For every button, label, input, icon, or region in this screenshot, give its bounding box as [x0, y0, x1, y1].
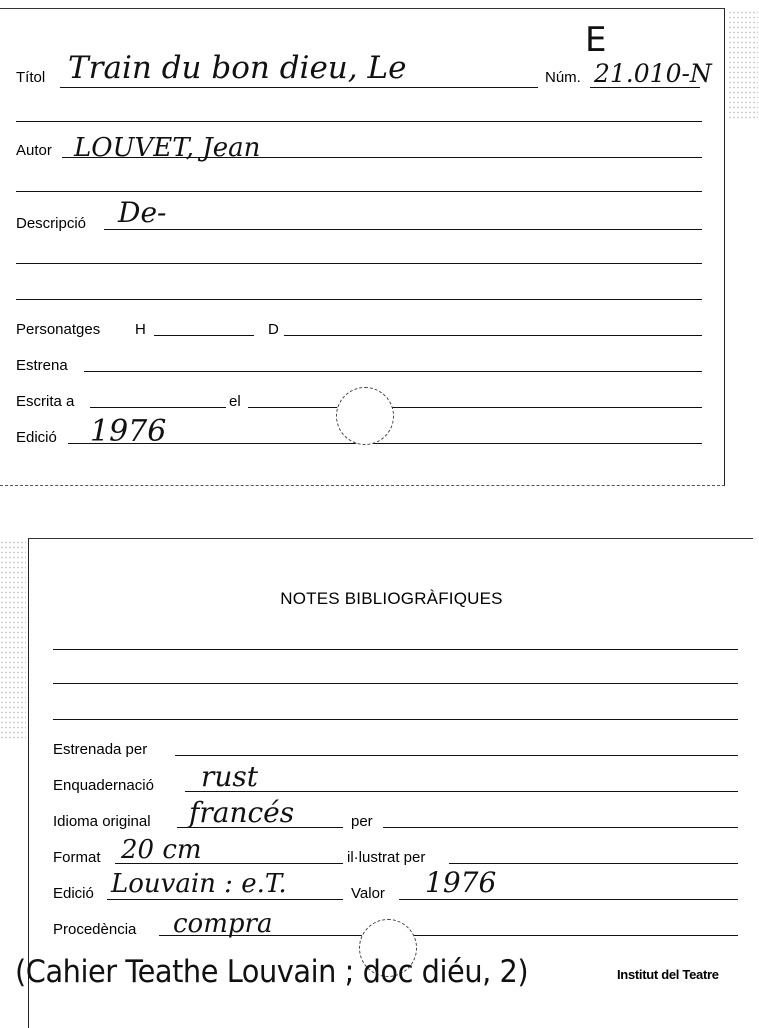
num-value: 21.010-N	[594, 59, 712, 88]
personatges-h-line	[154, 335, 254, 336]
edicio-label: Edició	[16, 429, 57, 446]
format-label: Format	[53, 849, 101, 866]
descripcio-line-3	[16, 299, 702, 300]
idioma-per-label: per	[351, 813, 373, 830]
estrena-label: Estrena	[16, 357, 68, 374]
scan-speckle-top-right	[728, 10, 758, 120]
corner-mark: E	[585, 20, 607, 60]
escrita-el-label: el	[229, 393, 241, 410]
enquadernacio-value: rust	[201, 760, 259, 793]
edicio2-label: Edició	[53, 885, 94, 902]
format-illustrat-label: il·lustrat per	[347, 849, 426, 866]
valor-value: 1976	[425, 866, 497, 899]
catalog-card-top	[0, 8, 725, 486]
notes-line-2	[53, 683, 738, 684]
autor-value: LOUVET, Jean	[74, 133, 261, 163]
enquadernacio-line	[185, 791, 738, 792]
titol-line	[60, 87, 538, 88]
titol-label: Títol	[16, 69, 46, 86]
valor-line	[399, 899, 738, 900]
escrita-label: Escrita a	[16, 393, 75, 410]
personatges-d-label: D	[268, 321, 279, 338]
notes-heading: NOTES BIBLIOGRÀFIQUES	[280, 589, 503, 608]
idioma-value: francés	[189, 796, 295, 829]
punch-hole-top	[336, 387, 394, 445]
titol-value: Train du bon dieu, Le	[68, 50, 407, 86]
format-illustrat-line	[449, 863, 738, 864]
notes-line-1	[53, 649, 738, 650]
num-label: Núm.	[545, 69, 581, 86]
descripcio-line-2	[16, 263, 702, 264]
scan-speckle-left	[0, 540, 26, 740]
institut-stamp: Institut del Teatre	[617, 967, 719, 982]
descripcio-line	[104, 229, 702, 230]
valor-label: Valor	[351, 885, 385, 902]
escrita-line	[90, 407, 226, 408]
descripcio-value: De-	[118, 196, 167, 229]
autor-label: Autor	[16, 142, 52, 159]
estrenada-per-line	[175, 755, 738, 756]
procedencia-value: compra	[173, 909, 273, 939]
personatges-label: Personatges	[16, 321, 101, 338]
idioma-per-line	[383, 827, 738, 828]
catalog-card-bottom	[15, 538, 753, 1028]
estrena-line	[84, 371, 702, 372]
estrenada-per-label: Estrenada per	[53, 741, 148, 758]
descripcio-label: Descripció	[16, 215, 87, 232]
personatges-d-line	[284, 335, 702, 336]
edicio2-line	[107, 899, 343, 900]
idioma-label: Idioma original	[53, 813, 151, 830]
titol-continuation-line	[16, 121, 702, 122]
edicio2-value: Louvain : e.T.	[111, 869, 287, 899]
enquadernacio-label: Enquadernació	[53, 777, 154, 794]
procedencia-label: Procedència	[53, 921, 137, 938]
autor-continuation-line	[16, 191, 702, 192]
edicio-value: 1976	[90, 414, 167, 449]
personatges-h-label: H	[135, 321, 146, 338]
handwritten-note: (Cahier Teathe Louvain ; doc diéu, 2)	[15, 954, 529, 990]
escrita-el-line	[248, 407, 702, 408]
notes-line-3	[53, 719, 738, 720]
format-value: 20 cm	[121, 835, 202, 865]
